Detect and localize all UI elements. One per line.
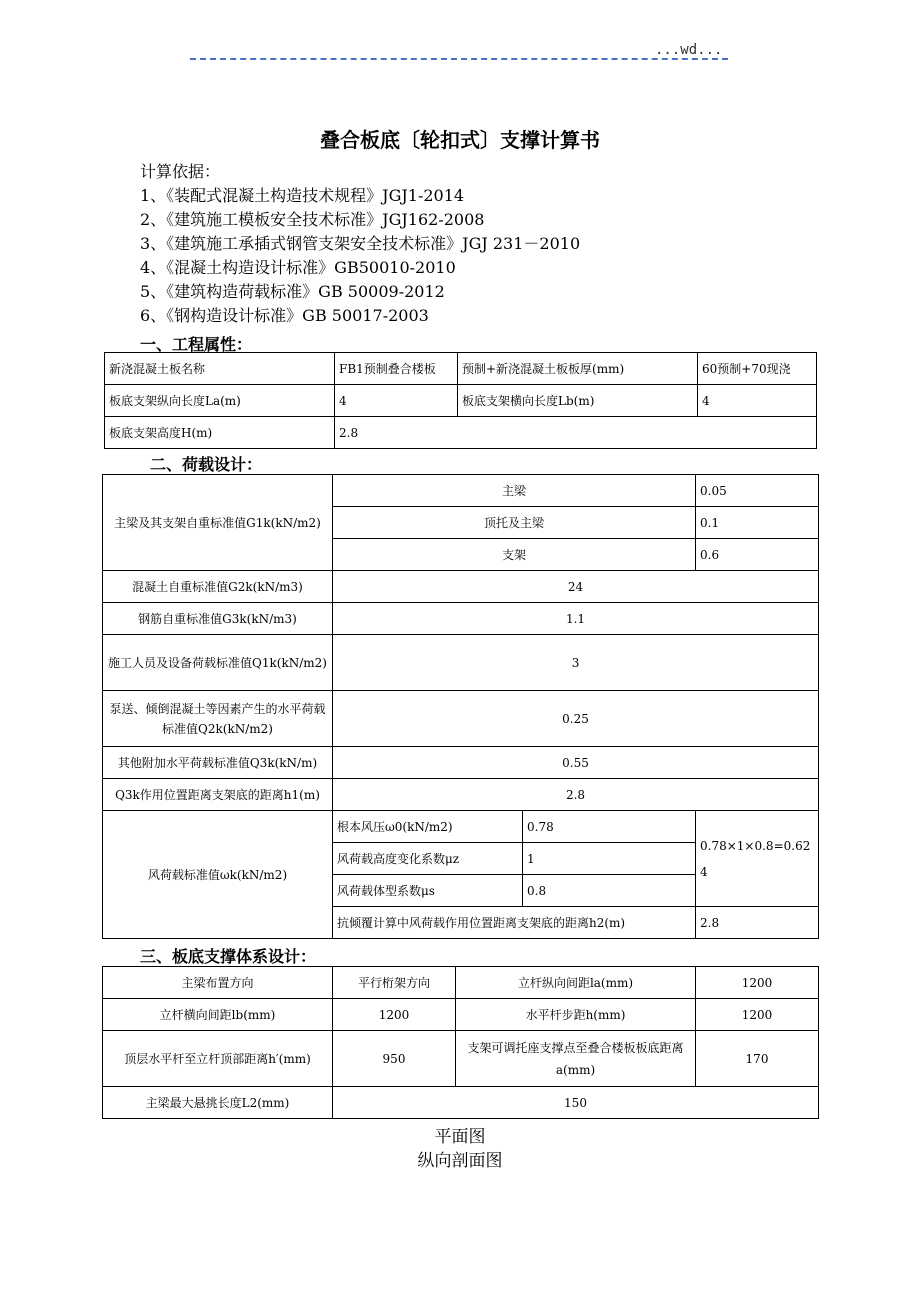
cell: 主梁及其支架自重标准值G1k(kN/m2)	[103, 475, 333, 571]
cell: 3	[333, 635, 819, 691]
cell: 板底支架横向长度Lb(m)	[458, 385, 698, 417]
cell: 60预制+70现浇	[698, 353, 817, 385]
cell: 施工人员及设备荷载标准值Q1k(kN/m2)	[103, 635, 333, 691]
load-design-table	[102, 474, 819, 939]
cell: 150	[333, 1087, 819, 1119]
cell: 2.8	[333, 779, 819, 811]
cell: 0.05	[696, 475, 819, 507]
cell: 0.25	[333, 691, 819, 747]
section2-heading: 二、荷载设计：	[150, 455, 263, 474]
cell: 板底支架纵向长度La(m)	[105, 385, 335, 417]
cell: 4	[335, 385, 458, 417]
cell: 1.1	[333, 603, 819, 635]
basis-item: 4、《混凝土构造设计标准》GB50010-2010	[140, 258, 456, 277]
cell: 主梁布置方向	[103, 967, 333, 999]
cell: 风荷载高度变化系数μz	[333, 843, 523, 875]
basis-item: 3、《建筑施工承插式钢管支架安全技术标准》JGJ 231－2010	[140, 234, 581, 253]
cell: 主梁	[333, 475, 696, 507]
cell: 170	[696, 1031, 819, 1087]
cell: 预制+新浇混凝土板板厚(mm)	[458, 353, 698, 385]
section-caption: 纵向剖面图	[417, 1151, 503, 1171]
cell: 950	[333, 1031, 456, 1087]
basis-item: 2、《建筑施工模板安全技术标准》JGJ162-2008	[140, 210, 485, 229]
cell: 风荷载标准值ωk(kN/m2)	[103, 811, 333, 939]
cell: 1200	[696, 999, 819, 1031]
cell: 立杆纵向间距la(mm)	[456, 967, 696, 999]
basis-item: 6、《钢构造设计标准》GB 50017-2003	[140, 306, 429, 325]
cell: 其他附加水平荷载标准值Q3k(kN/m)	[103, 747, 333, 779]
cell: 水平杆步距h(mm)	[456, 999, 696, 1031]
header-mark: ...wd...	[655, 42, 723, 58]
cell: 钢筋自重标准值G3k(kN/m3)	[103, 603, 333, 635]
cell: 顶托及主梁	[333, 507, 696, 539]
cell: 2.8	[335, 417, 817, 449]
cell: 立杆横向间距lb(mm)	[103, 999, 333, 1031]
cell: 1200	[696, 967, 819, 999]
cell: 0.8	[523, 875, 696, 907]
basis-item: 1、《装配式混凝土构造技术规程》JGJ1-2014	[140, 186, 465, 205]
cell: 1200	[333, 999, 456, 1031]
cell: 2.8	[696, 907, 819, 939]
cell: 0.78	[523, 811, 696, 843]
cell: Q3k作用位置距离支架底的距离h1(m)	[103, 779, 333, 811]
section1-heading: 一、工程属性：	[140, 335, 253, 354]
header-divider	[190, 58, 728, 60]
basis-item: 5、《建筑构造荷载标准》GB 50009-2012	[140, 282, 445, 301]
section3-heading: 三、板底支撑体系设计：	[140, 947, 317, 966]
cell: 抗倾覆计算中风荷载作用位置距离支架底的距离h2(m)	[333, 907, 696, 939]
cell: 泵送、倾倒混凝土等因素产生的水平荷载标准值Q2k(kN/m2)	[103, 691, 333, 747]
cell: 顶层水平杆至立杆顶部距离h′(mm)	[103, 1031, 333, 1087]
cell: 0.1	[696, 507, 819, 539]
cell: 新浇混凝土板名称	[105, 353, 335, 385]
cell: 混凝土自重标准值G2k(kN/m3)	[103, 571, 333, 603]
basis-list	[140, 160, 580, 328]
cell: 0.6	[696, 539, 819, 571]
page-title: 叠合板底〔轮扣式〕支撑计算书	[320, 128, 600, 152]
cell: 板底支架高度H(m)	[105, 417, 335, 449]
cell: 4	[698, 385, 817, 417]
project-properties-table	[104, 352, 817, 449]
support-system-table	[102, 966, 819, 1119]
cell: 0.78×1×0.8=0.624	[696, 811, 819, 907]
cell: 根本风压ω0(kN/m2)	[333, 811, 523, 843]
plan-caption: 平面图	[434, 1127, 486, 1147]
cell: FB1预制叠合楼板	[335, 353, 458, 385]
cell: 支架	[333, 539, 696, 571]
cell: 平行桁架方向	[333, 967, 456, 999]
cell: 0.55	[333, 747, 819, 779]
cell: 1	[523, 843, 696, 875]
cell: 24	[333, 571, 819, 603]
cell: 风荷载体型系数μs	[333, 875, 523, 907]
cell: 支架可调托座支撑点至叠合楼板板底距离a(mm)	[456, 1031, 696, 1087]
basis-heading: 计算依据：	[140, 162, 221, 181]
cell: 主梁最大悬挑长度L2(mm)	[103, 1087, 333, 1119]
